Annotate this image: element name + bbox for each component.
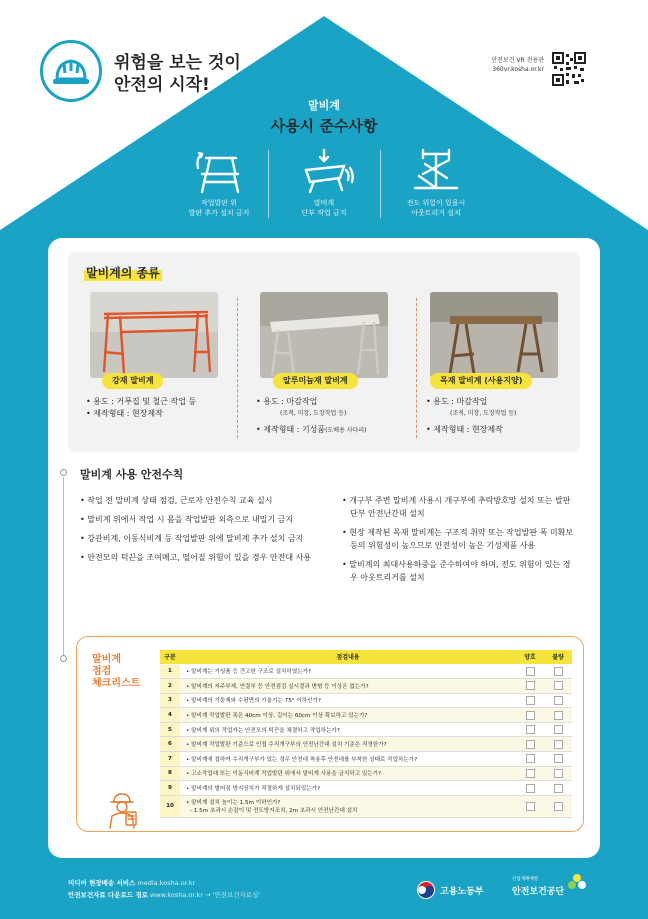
safety-item: • 안전모의 턱끈을 조여매고, 떨어질 위험이 있을 경우 안전대 사용 xyxy=(80,553,312,562)
safety-item: • 말비계의 최대사용하중을 준수하여야 하며, 전도 위험이 있는 경우 아웃트리거를 설치 xyxy=(342,560,571,582)
row-text: • 말비계 작업발판 폭은 40cm 이상, 길이는 60cm 이상 확보하고 있는가? xyxy=(180,708,516,723)
vr-url[interactable]: 360vr.kosha.or.kr xyxy=(492,66,544,73)
row-no: 7 xyxy=(160,752,180,767)
vr-info xyxy=(470,56,544,74)
col-no: 구분 xyxy=(160,650,180,664)
good-checkbox[interactable] xyxy=(526,754,535,763)
safety-list-left xyxy=(80,494,342,570)
bad-checkbox[interactable] xyxy=(554,754,563,763)
edge-fall-icon xyxy=(294,148,354,194)
bad-checkbox[interactable] xyxy=(554,667,563,676)
vr-label: 안전보건 VR 전용관 xyxy=(491,57,544,64)
rule-no-stacking xyxy=(164,148,274,218)
row-no: 10 xyxy=(160,795,180,817)
bad-checkbox[interactable] xyxy=(554,681,563,690)
rule1-line1: 작업발판 위 xyxy=(200,199,238,207)
col-content: 점검내용 xyxy=(180,650,516,664)
table-row xyxy=(160,679,572,694)
row-no: 8 xyxy=(160,766,180,781)
table-row xyxy=(160,708,572,723)
rule1-line2: 발판 추가 설치 금지 xyxy=(188,209,250,217)
type-badge-aluminum: 알루미늄재 말비계 xyxy=(273,373,358,389)
good-checkbox[interactable] xyxy=(526,725,535,734)
rule-no-edge-work xyxy=(269,148,379,218)
checklist-header-row xyxy=(160,650,572,664)
types-divider xyxy=(416,298,417,438)
table-row xyxy=(160,737,572,752)
row-text: • 말비계의 지주부재, 연결부 등 안전점검 실시결과 변형 등 이상은 없는가? xyxy=(180,679,516,694)
headline-line2: 안전의 시작! xyxy=(114,75,210,95)
qr-code-icon[interactable] xyxy=(552,52,586,86)
row-text-sub: - 1.5m 초과시 손잡이 및 전도방지조치, 2m 초과시 안전난간대 설치 xyxy=(190,808,358,815)
table-row xyxy=(160,722,572,737)
media-label: 미디어 현장배송 서비스 xyxy=(68,879,136,887)
kosha-name: 안전보건공단 xyxy=(512,887,565,897)
wooden-scaffold-photo xyxy=(430,292,558,378)
safety-item: • 작업 전 말비계 상태 점검, 근로자 안전수칙 교육 실시 xyxy=(80,496,273,505)
footer-media-row xyxy=(68,877,260,889)
row-text: • 말비계의 기둥재와 수평면의 기울기는 75° 이하인가? xyxy=(180,693,516,708)
type-info-aluminum xyxy=(256,396,367,437)
bad-checkbox[interactable] xyxy=(554,769,563,778)
row-text: • 말비계에 접하여 수직개구부가 있는 경우 안전대 착용후 안전대를 부착한 상태로 작업하는가? xyxy=(180,752,516,767)
rule3-line1: 전도 위험이 있을시 xyxy=(406,199,466,207)
rule3-line2: 아웃트리거 설치 xyxy=(411,209,461,217)
rule2-line2: 단부 작업 금지 xyxy=(301,209,347,217)
moel-name: 고용노동부 xyxy=(440,886,484,897)
row-text: • 말비계 작업발판 기준으로 인접 수직개구부의 안전난간대 설치 기준은 적정한가? xyxy=(180,737,516,752)
type-use: • 용도 : 거푸집 및 철근 작업 등 xyxy=(86,397,197,406)
table-row xyxy=(160,795,572,817)
footer-links xyxy=(68,877,260,901)
type-use-sub: (조적, 미장, 도장작업 등) xyxy=(450,410,517,417)
row-text: • 말비계의 벌어짐 방지장치가 적절하게 설치되었는가? xyxy=(180,781,516,796)
type-badge-steel: 강재 말비계 xyxy=(102,373,163,389)
stacked-scaffold-icon xyxy=(192,148,246,194)
checklist-title-line1: 말비계 xyxy=(92,654,121,665)
kosha-symbol-icon xyxy=(566,872,588,892)
type-make: • 제작형태 : 현장제작 xyxy=(426,425,503,434)
good-checkbox[interactable] xyxy=(526,802,535,811)
row-text: • 말비계 위의 작업자는 안전모의 턱끈을 체결하고 작업하는가? xyxy=(180,722,516,737)
title-small: 말비계 xyxy=(308,99,340,112)
type-use-sub: (조적, 미장, 도장작업 등) xyxy=(280,410,347,417)
type-badge-wood: 목재 말비계 (사용지양) xyxy=(430,373,532,389)
col-bad: 불량 xyxy=(544,650,572,664)
outrigger-icon xyxy=(409,148,463,194)
row-no: 4 xyxy=(160,708,180,723)
headline xyxy=(114,52,241,96)
safety-item: • 현장 제작된 목재 말비계는 구조적 취약 또는 작업발판 폭 미확보 등의 위험성이 높으므로 안전성이 높은 기성제품 사용 xyxy=(342,528,574,550)
safety-item: • 말비계 위에서 작업 시 몸을 작업발판 외측으로 내밀기 금지 xyxy=(80,515,294,524)
kosha-tagline: 산업재해예방 xyxy=(512,877,539,882)
media-url[interactable]: media.kosha.or.kr xyxy=(137,879,196,887)
timeline-line xyxy=(63,477,64,660)
bad-checkbox[interactable] xyxy=(554,711,563,720)
row-no: 9 xyxy=(160,781,180,796)
download-url[interactable]: www.kosha.or.kr xyxy=(149,891,203,899)
download-arrow: → xyxy=(205,891,211,899)
hard-hat-icon xyxy=(51,55,91,87)
good-checkbox[interactable] xyxy=(526,740,535,749)
footer-download-row xyxy=(68,889,260,901)
row-no: 1 xyxy=(160,664,180,679)
bad-checkbox[interactable] xyxy=(554,802,563,811)
moel-logo xyxy=(416,880,483,900)
worker-icon xyxy=(100,790,146,830)
table-row xyxy=(160,664,572,679)
headline-line1: 위험을 보는 것이 xyxy=(114,53,241,73)
safety-list-right xyxy=(342,494,578,590)
kosha-logo xyxy=(512,876,564,897)
table-row xyxy=(160,752,572,767)
download-label: 안전보건자료 다운로드 경로 xyxy=(68,891,148,899)
table-row xyxy=(160,693,572,708)
row-no: 5 xyxy=(160,722,180,737)
types-divider xyxy=(237,298,238,438)
taegeuk-icon xyxy=(416,880,436,900)
row-text: • 말비계 설치 높이는 1.5m 이하인가? xyxy=(186,800,281,807)
good-checkbox[interactable] xyxy=(526,681,535,690)
types-title: 말비계의 종류 xyxy=(86,266,160,280)
type-info-steel xyxy=(86,396,196,420)
type-use: • 용도 : 마감작업 xyxy=(256,397,318,406)
timeline-dot xyxy=(60,655,67,662)
rule-outrigger xyxy=(381,148,491,218)
checklist-table xyxy=(160,650,572,818)
row-no: 6 xyxy=(160,737,180,752)
checklist-title-line2: 점검 xyxy=(92,666,112,677)
bad-checkbox[interactable] xyxy=(554,696,563,705)
row-no: 2 xyxy=(160,679,180,694)
row-text: • 고소작업대 또는 이동식비계 작업발판 위에서 말비계 사용을 금지하고 있는가? xyxy=(180,766,516,781)
bad-checkbox[interactable] xyxy=(554,784,563,793)
good-checkbox[interactable] xyxy=(526,667,535,676)
bad-checkbox[interactable] xyxy=(554,740,563,749)
download-path: '안전보건자료실' xyxy=(212,891,261,899)
checklist-title xyxy=(92,654,140,690)
safety-title: 말비계 사용 안전수칙 xyxy=(80,468,184,481)
type-use: • 용도 : 마감작업 xyxy=(426,397,488,406)
timeline-dot xyxy=(60,469,67,476)
aluminum-scaffold-photo xyxy=(260,292,388,378)
checklist-title-line3: 체크리스트 xyxy=(92,678,141,689)
type-make-note: (도배용 사다리) xyxy=(325,427,367,434)
title-big: 사용시 준수사항 xyxy=(270,117,378,135)
steel-scaffold-photo xyxy=(90,292,218,378)
rule2-line1: 말비계 xyxy=(313,199,335,207)
table-row xyxy=(160,781,572,796)
good-checkbox[interactable] xyxy=(526,711,535,720)
good-checkbox[interactable] xyxy=(526,696,535,705)
col-good: 양호 xyxy=(516,650,544,664)
type-info-wood xyxy=(426,396,516,436)
type-make: • 제작형태 : 현장제작 xyxy=(86,409,163,418)
good-checkbox[interactable] xyxy=(526,769,535,778)
safety-item: • 강관비계, 이동식비계 등 작업발판 위에 말비계 추가 설치 금지 xyxy=(80,534,304,543)
type-make: • 제작형태 : 기성품 xyxy=(256,425,326,434)
row-no: 3 xyxy=(160,693,180,708)
hard-hat-logo xyxy=(40,40,102,102)
row-text-multi xyxy=(180,795,516,817)
type-make-row xyxy=(256,424,367,437)
row-text: • 말비계는 기성품 등 견고한 구조로 설치하였는가? xyxy=(180,664,516,679)
table-row xyxy=(160,766,572,781)
bad-checkbox[interactable] xyxy=(554,725,563,734)
safety-item: • 개구부 주변 말비계 사용시 개구부에 추락방호망 설치 또는 발판 단부 안전난간대 설치 xyxy=(342,496,571,518)
good-checkbox[interactable] xyxy=(526,784,535,793)
